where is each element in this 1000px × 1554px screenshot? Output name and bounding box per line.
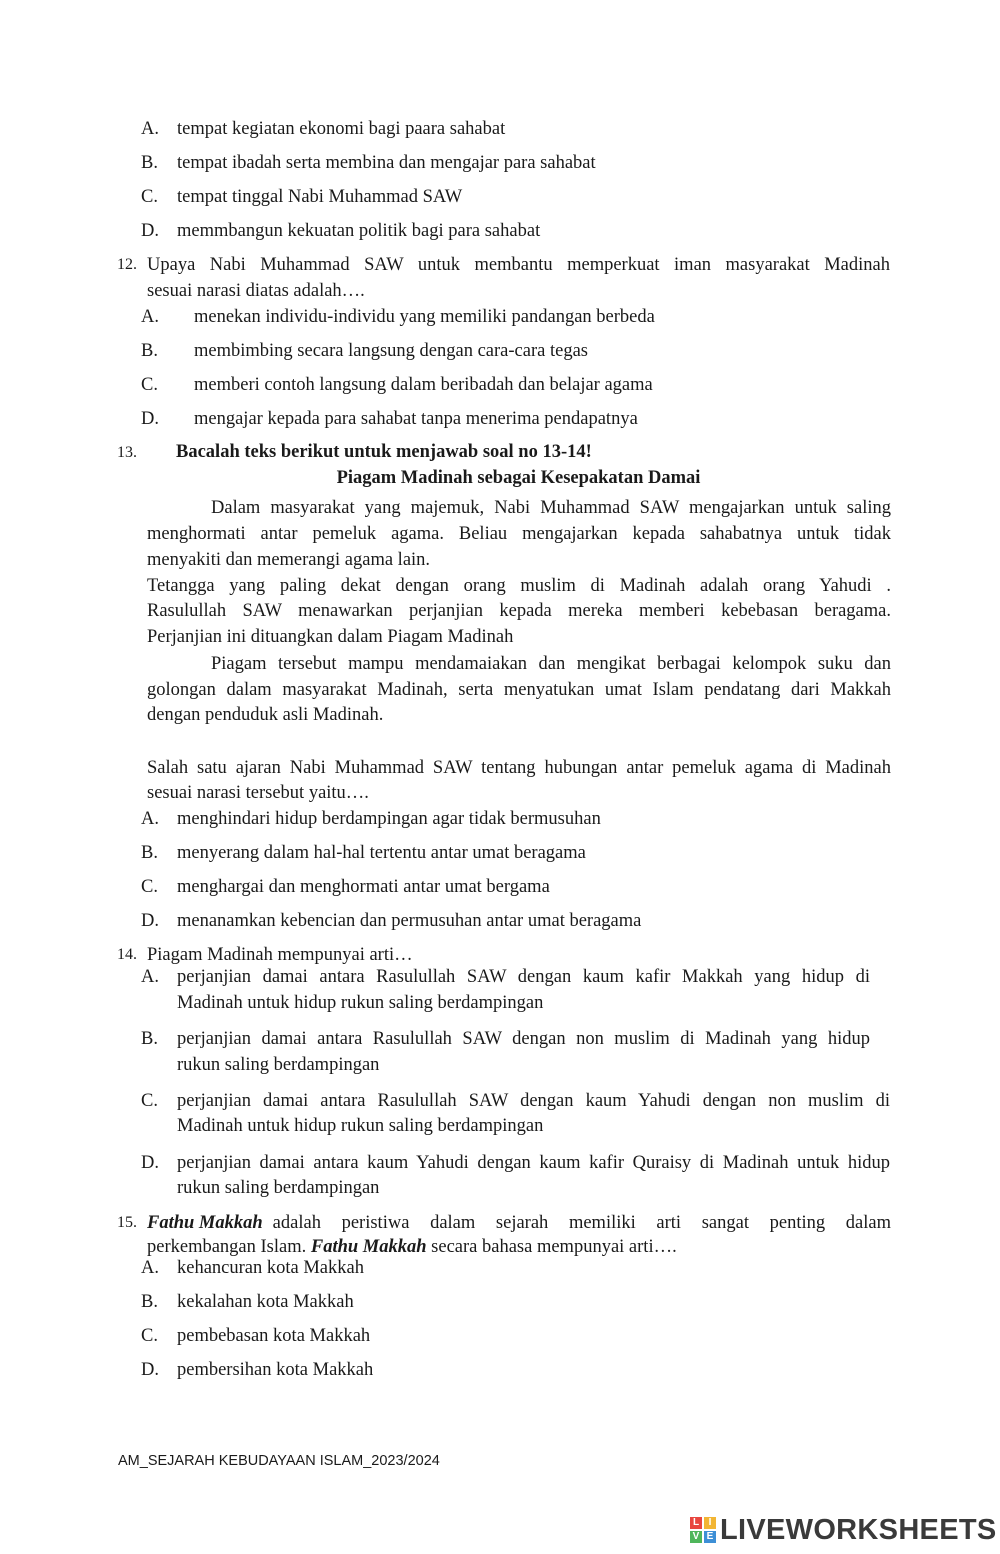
question-text-line1: [147, 1213, 891, 1234]
logo-tile: L: [690, 1517, 702, 1529]
option-text: kekalahan kota Makkah: [177, 1292, 354, 1312]
option-text: tempat ibadah serta membina dan mengajar para sahabat: [177, 153, 596, 173]
option-letter: C.: [141, 1091, 158, 1111]
option-letter: D.: [141, 409, 159, 429]
option-letter: D.: [141, 1360, 159, 1380]
option-letter: B.: [141, 1292, 158, 1312]
question-text: Piagam Madinah mempunyai arti…: [147, 945, 413, 965]
liveworksheets-wordmark: LIVEWORKSHEETS: [720, 1513, 997, 1546]
question-text-line1: Salah satu ajaran Nabi Muhammad SAW tentang hubungan antar pemeluk agama di Madinah: [147, 758, 891, 778]
passage-line: Dalam masyarakat yang majemuk, Nabi Muhammad SAW mengajarkan untuk saling: [211, 498, 891, 518]
option-text: membimbing secara langsung dengan cara-cara tegas: [194, 341, 588, 361]
option-text: tempat tinggal Nabi Muhammad SAW: [177, 187, 463, 207]
option-letter: A.: [141, 809, 159, 829]
passage-line: menghormati antar pemeluk agama. Beliau mengajarkan kepada sahabatnya untuk tidak: [147, 524, 891, 544]
passage-line: Rasulullah SAW menawarkan perjanjian kepada mereka memberi kebebasan beragama.: [147, 601, 891, 621]
option-text: menghindari hidup berdampingan agar tidak bermusuhan: [177, 809, 601, 829]
option-letter: A.: [141, 967, 159, 987]
fathu-makkah-term: Fathu Makkah: [147, 1213, 263, 1233]
option-text: memmbangun kekuatan politik bagi para sahabat: [177, 221, 541, 241]
question-number: 12.: [117, 256, 137, 273]
passage-line: Tetangga yang paling dekat dengan orang muslim di Madinah adalah orang Yahudi .: [147, 576, 891, 596]
option-text-line1: perjanjian damai antara kaum Yahudi dengan kaum kafir Quraisy di Madinah untuk hidup: [177, 1153, 890, 1173]
option-text: menekan individu-individu yang memiliki pandangan berbeda: [194, 307, 655, 327]
option-letter: C.: [141, 1326, 158, 1346]
option-letter: C.: [141, 187, 158, 207]
option-letter: A.: [141, 307, 159, 327]
option-text-line1: perjanjian damai antara Rasulullah SAW dengan kaum Yahudi dengan non muslim di: [177, 1091, 890, 1111]
question-text-rest: adalah peristiwa dalam sejarah memiliki arti sangat penting dalam: [272, 1213, 891, 1233]
option-letter: B.: [141, 1029, 158, 1049]
question-number: 14.: [117, 946, 137, 963]
option-letter: D.: [141, 221, 159, 241]
option-text: mengajar kepada para sahabat tanpa menerima pendapatnya: [194, 409, 638, 429]
option-letter: A.: [141, 119, 159, 139]
option-text: tempat kegiatan ekonomi bagi paara sahabat: [177, 119, 506, 139]
passage-title: Piagam Madinah sebagai Kesepakatan Damai: [336, 468, 701, 488]
logo-tile: V: [690, 1531, 702, 1543]
question-text-line2: [147, 1237, 677, 1258]
passage-line: menyakiti dan memerangi agama lain.: [147, 550, 431, 570]
option-letter: B.: [141, 843, 158, 863]
option-text: menyerang dalam hal-hal tertentu antar umat beragama: [177, 843, 586, 863]
option-text: kehancuran kota Makkah: [177, 1258, 364, 1278]
passage-line: Piagam tersebut mampu mendamaiakan dan mengikat berbagai kelompok suku dan: [211, 654, 891, 674]
liveworksheets-icon: [690, 1517, 716, 1543]
question-text-end: secara bahasa mempunyai arti….: [431, 1237, 677, 1257]
logo-tile: E: [704, 1531, 716, 1543]
fathu-makkah-term: Fathu Makkah: [310, 1237, 427, 1257]
question-text-line1: Upaya Nabi Muhammad SAW untuk membantu memperkuat iman masyarakat Madinah: [147, 255, 890, 275]
option-letter: A.: [141, 1258, 159, 1278]
option-text: menghargai dan menghormati antar umat bergama: [177, 877, 550, 897]
question-number: 13.: [117, 444, 137, 461]
option-text-line1: perjanjian damai antara Rasulullah SAW dengan kaum kafir Makkah yang hidup di: [177, 967, 870, 987]
option-text-line2: Madinah untuk hidup rukun saling berdampingan: [177, 993, 544, 1013]
page-footer: AM_SEJARAH KEBUDAYAAN ISLAM_2023/2024: [118, 1453, 440, 1469]
option-text: memberi contoh langsung dalam beribadah dan belajar agama: [194, 375, 653, 395]
question-number: 15.: [117, 1214, 137, 1231]
option-letter: D.: [141, 911, 159, 931]
option-letter: D.: [141, 1153, 159, 1173]
passage-line: dengan penduduk asli Madinah.: [147, 705, 384, 725]
question-text-line2: sesuai narasi tersebut yaitu….: [147, 783, 369, 803]
liveworksheets-logo: [690, 1512, 997, 1548]
option-text: menanamkan kebencian dan permusuhan antar umat beragama: [177, 911, 642, 931]
option-letter: C.: [141, 375, 158, 395]
logo-tile: I: [704, 1517, 716, 1529]
option-letter: B.: [141, 341, 158, 361]
question-text-line2: sesuai narasi diatas adalah….: [147, 281, 365, 301]
passage-line: Perjanjian ini dituangkan dalam Piagam Madinah: [147, 627, 514, 647]
question-text-start: perkembangan Islam.: [147, 1237, 307, 1257]
option-text-line2: rukun saling berdampingan: [177, 1178, 380, 1198]
option-text-line2: rukun saling berdampingan: [177, 1055, 380, 1075]
passage-line: golongan dalam masyarakat Madinah, serta menyatukan umat Islam pendatang dari Makkah: [147, 680, 891, 700]
option-text-line1: perjanjian damai antara Rasulullah SAW dengan non muslim di Madinah yang hidup: [177, 1029, 870, 1049]
option-text-line2: Madinah untuk hidup rukun saling berdampingan: [177, 1116, 544, 1136]
option-text: pembersihan kota Makkah: [177, 1360, 374, 1380]
option-letter: B.: [141, 153, 158, 173]
option-text: pembebasan kota Makkah: [177, 1326, 371, 1346]
reading-instruction: Bacalah teks berikut untuk menjawab soal no 13-14!: [176, 442, 592, 462]
option-letter: C.: [141, 877, 158, 897]
